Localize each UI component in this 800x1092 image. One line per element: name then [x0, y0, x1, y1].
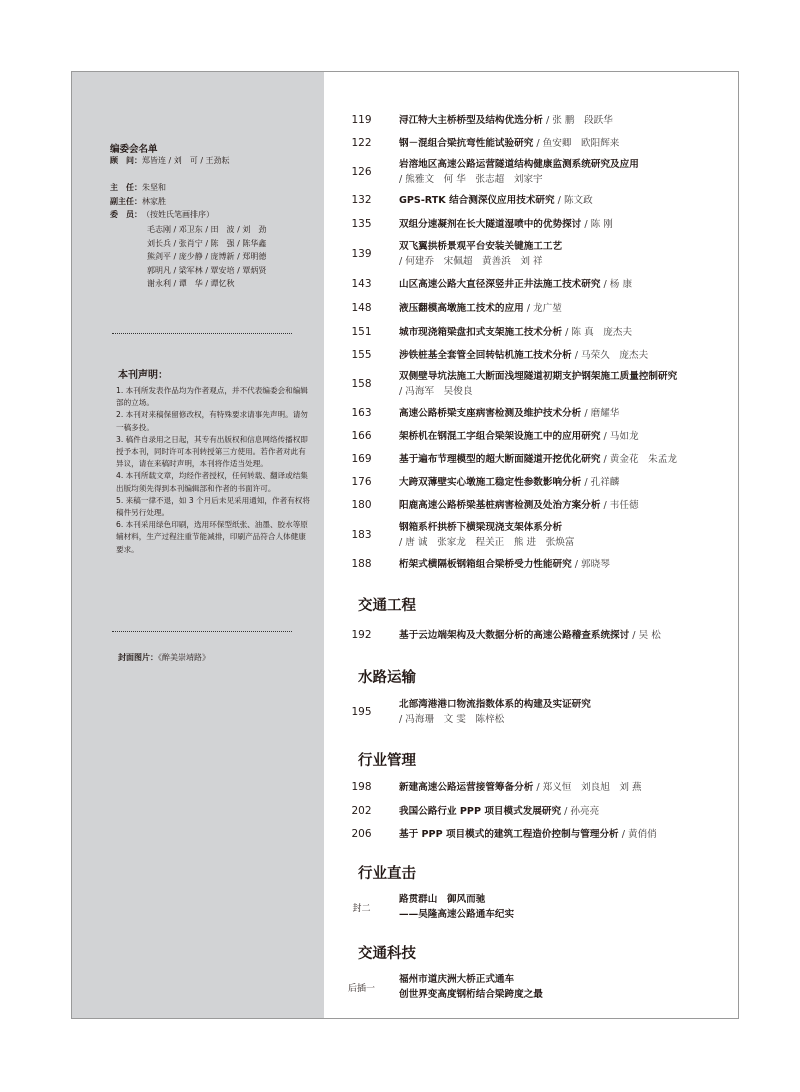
toc-entry[interactable] [324, 695, 738, 729]
statement-item: 1. 本刊所发表作品均为作者观点，并不代表编委会和编辑部的立场。 [116, 386, 308, 408]
statement-item: 2. 本刊对来稿保留修改权，有特殊要求请事先声明。请勿一稿多投。 [116, 410, 308, 432]
deputy-line [110, 196, 166, 208]
section-heading: 行业直击 [358, 866, 416, 882]
toc-title: 架桥机在钢混工字组合梁架设施工中的应用研究 [399, 430, 601, 442]
members-row: 熊剑平 / 庞少静 / 庞博新 / 郑明德 [147, 252, 267, 261]
toc-authors: / 吴 松 [629, 629, 661, 641]
toc-authors: / 马荣久 庞杰夫 [571, 349, 649, 361]
toc-page: 202 [351, 805, 372, 817]
toc-page: 198 [351, 781, 372, 793]
toc-title: 涉铁桩基全套管全回转钻机施工技术分析 [399, 349, 572, 361]
toc-title: 我国公路行业 PPP 项目模式发展研究 [399, 805, 562, 817]
toc-entry[interactable] [324, 800, 738, 822]
toc-page: 139 [351, 248, 372, 260]
toc-authors: / 郭晓琴 [571, 558, 610, 570]
toc-authors: / 杨 康 [600, 278, 633, 290]
toc-entry[interactable] [324, 109, 738, 131]
section-heading: 交通工程 [358, 598, 416, 614]
toc-title: 新建高速公路运营接管筹备分析 [399, 781, 534, 793]
toc-title: 液压翻模高墩施工技术的应用 [399, 302, 524, 314]
toc-page: 169 [351, 453, 372, 465]
director-name: 朱坚和 [142, 183, 166, 192]
members-note: （按姓氏笔画排序） [142, 210, 214, 219]
toc-page: 122 [351, 137, 372, 149]
toc-title: 山区高速公路大直径深竖井正井法施工技术研究 [399, 278, 601, 290]
toc-entry[interactable] [324, 237, 738, 271]
toc-page: 148 [351, 302, 372, 314]
toc-title: 基于 PPP 项目模式的建筑工程造价控制与管理分析 [399, 828, 619, 840]
director-label: 主 任： [110, 183, 142, 192]
toc-title: 大跨双薄壁实心墩施工稳定性参数影响分析 [399, 476, 582, 488]
toc-page: 132 [351, 194, 372, 206]
toc-authors: / 郑义恒 刘良旭 刘 燕 [533, 781, 642, 793]
toc-title: 双侧壁导坑法施工大断面浅埋隧道初期支护钢架施工质量控制研究 [399, 371, 678, 382]
toc-title: 钢－混组合梁抗弯性能试验研究 [399, 137, 534, 149]
toc-entry[interactable] [324, 970, 738, 1004]
advisors-names: 郑皆连 / 刘 可 / 王劲耘 [142, 156, 230, 165]
toc-authors: / 熊雅文 何 华 张志超 刘家宇 [399, 174, 543, 185]
toc-entry[interactable] [324, 776, 738, 798]
toc-authors: / 唐 诚 张家龙 程关正 熊 进 张焕富 [399, 537, 575, 548]
toc-page: 163 [351, 407, 372, 419]
cover-label: 封面图片： [118, 653, 158, 662]
toc-entry[interactable] [324, 132, 738, 154]
toc-entry[interactable] [324, 367, 738, 401]
statement-body [116, 385, 312, 556]
toc-entry[interactable] [324, 448, 738, 470]
members-line [110, 209, 214, 221]
deputy-name: 林家胜 [142, 197, 166, 206]
toc-page: 119 [351, 114, 372, 126]
toc-authors: / 韦任德 [600, 499, 639, 511]
toc-subtitle: 创世界变高度钢桁结合梁跨度之最 [399, 989, 543, 1000]
toc-title: 双组分速凝剂在长大隧道湿喷中的优势探讨 [399, 218, 582, 230]
toc-entry[interactable] [324, 494, 738, 516]
toc-authors: / 黄俏俏 [618, 828, 657, 840]
toc-authors: / 冯海军 吴俊良 [399, 386, 473, 397]
toc-entry[interactable] [324, 518, 738, 552]
toc-page: 封二 [352, 903, 371, 914]
toc-title: 北部湾港港口物流指数体系的构建及实证研究 [399, 699, 591, 710]
toc-authors: / 张 鹏 段跃华 [542, 114, 613, 126]
members-label: 委 员： [110, 210, 142, 219]
toc-page: 166 [351, 430, 372, 442]
toc-title: 桁架式横隔板钢箱组合梁桥受力性能研究 [399, 558, 572, 570]
members-list [147, 223, 266, 291]
toc-authors: / 孔祥麟 [581, 476, 620, 488]
toc-page: 158 [351, 378, 372, 390]
toc-authors: / 陈 刚 [581, 218, 613, 230]
toc-authors: / 马如龙 [600, 430, 639, 442]
toc-entry[interactable] [324, 471, 738, 493]
committee-title: 编委会名单 [110, 144, 158, 155]
toc-page: 143 [351, 278, 372, 290]
statement-title: 本刊声明： [118, 370, 168, 381]
toc-page: 206 [351, 828, 372, 840]
toc-page: 151 [351, 326, 372, 338]
members-row: 刘长兵 / 张肖宁 / 陈 强 / 陈华鑫 [147, 238, 267, 248]
toc-authors: / 黄金花 朱孟龙 [600, 453, 677, 465]
toc-title: 双飞翼拱桥景观平台安装关键施工工艺 [399, 241, 563, 252]
statement-item: 3. 稿件自录用之日起，其专有出版权和信息网络传播权即授予本刊，同时许可本刊转授第三方使用。若作者对此有异议，请在来稿时声明，本刊将作适当处理。 [116, 434, 308, 469]
toc-entry[interactable] [324, 297, 738, 319]
toc-entry[interactable] [324, 189, 738, 211]
toc-authors: / 陈文政 [554, 194, 593, 206]
toc-entry[interactable] [324, 553, 738, 575]
toc-authors: / 龙广堃 [523, 302, 562, 314]
toc-authors: / 陈 真 庞杰夫 [562, 326, 633, 338]
toc-title: 高速公路桥梁支座病害检测及维护技术分析 [399, 407, 582, 419]
cover-title: 《醉美崇靖路》 [158, 653, 210, 662]
toc-entry[interactable] [324, 213, 738, 235]
toc-page: 183 [351, 529, 372, 541]
toc-entry[interactable] [324, 823, 738, 845]
members-row: 郭明凡 / 梁军林 / 覃安培 / 覃炳贤 [147, 265, 267, 275]
toc-page: 180 [351, 499, 372, 511]
toc-title: 福州市道庆洲大桥正式通车 [399, 974, 515, 985]
dotted-divider [112, 333, 292, 334]
toc-title: 阳鹿高速公路桥梁基桩病害检测及处治方案分析 [399, 499, 601, 511]
toc-title: 浔江特大主桥桥型及结构优选分析 [399, 114, 543, 126]
toc-entry[interactable] [324, 321, 738, 343]
toc-page: 195 [351, 706, 372, 718]
members-row: 谢永利 / 谭 华 / 谭忆秋 [147, 279, 235, 288]
toc-page: 155 [351, 349, 372, 361]
toc-page: 126 [351, 166, 372, 178]
statement-item: 6. 本刊采用绿色印刷，选用环保型纸张、油墨、胶水等原辅材料，生产过程注重节能减排，印刷产品符合人体健康要求。 [116, 520, 308, 554]
toc-entry[interactable] [324, 155, 738, 189]
members-row: 毛志刚 / 邓卫东 / 田 波 / 刘 劲 [147, 225, 267, 234]
toc-authors: / 何建乔 宋佩超 黄善浜 刘 祥 [399, 256, 543, 267]
deputy-label: 副主任： [110, 197, 142, 206]
section-heading: 交通科技 [358, 946, 416, 962]
toc-entry[interactable] [324, 890, 738, 924]
toc-entry[interactable] [324, 425, 738, 447]
toc-title: 基于遍布节理模型的超大断面隧道开挖优化研究 [399, 453, 601, 465]
statement-item: 4. 本刊所载文章，均经作者授权，任何转载、翻译或结集出版均须先得到本刊编辑部和作者的书面许可。 [116, 471, 308, 493]
toc-authors: / 鱼安卿 欧阳辉来 [533, 137, 620, 149]
statement-item: 5. 来稿一律不退，如 3 个月后未见采用通知，作者有权将稿件另行处理。 [116, 495, 310, 518]
toc-entry[interactable] [324, 273, 738, 295]
toc-page: 188 [351, 558, 372, 570]
section-heading: 水路运输 [358, 670, 416, 686]
toc-authors: / 孙亮亮 [561, 805, 600, 817]
toc-entry[interactable] [324, 344, 738, 366]
toc-title: 钢箱系杆拱桥下横梁现浇支架体系分析 [399, 522, 563, 533]
toc-title: GPS-RTK 结合测深仪应用技术研究 [399, 194, 555, 206]
toc-page: 176 [351, 476, 372, 488]
toc-title: 基于云边端架构及大数据分析的高速公路稽查系统探讨 [399, 629, 630, 641]
cover-caption [118, 652, 210, 663]
toc-page: 后插一 [347, 983, 375, 994]
toc-title: 路贯群山 御风而驰 [399, 894, 486, 905]
advisors-line [110, 155, 230, 167]
toc-title: 城市现浇箱梁盘扣式支架施工技术分析 [399, 326, 563, 338]
toc-title: 岩溶地区高速公路运营隧道结构健康监测系统研究及应用 [399, 159, 639, 170]
director-line [110, 182, 166, 194]
dotted-divider [112, 631, 292, 632]
toc-page: 192 [351, 629, 372, 641]
section-heading: 行业管理 [358, 753, 416, 769]
toc-entry[interactable] [324, 402, 738, 424]
toc-authors: / 磨耀华 [581, 407, 620, 419]
toc-entry[interactable] [324, 624, 738, 646]
toc-page: 135 [351, 218, 372, 230]
toc-authors: / 冯海珊 文 雯 陈梓松 [399, 714, 505, 725]
toc-subtitle: ——吴隆高速公路通车纪实 [399, 909, 515, 920]
advisors-label: 顾 问： [110, 156, 142, 165]
